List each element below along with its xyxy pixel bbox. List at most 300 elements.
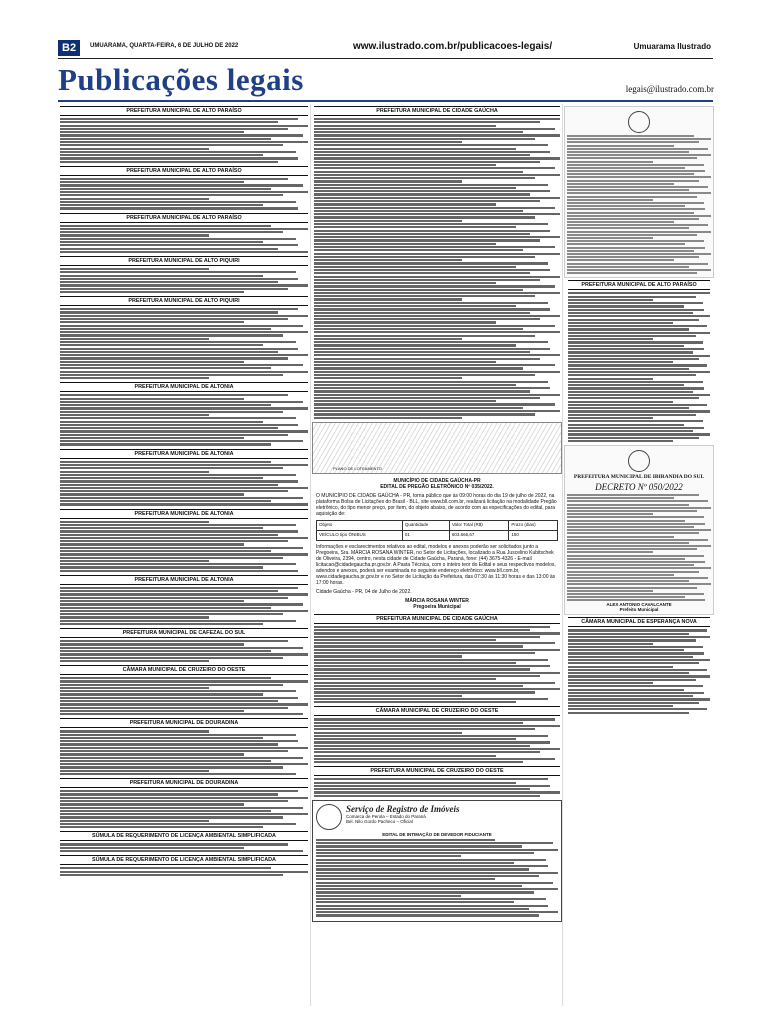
legal-notice: [58, 831, 310, 852]
text-line: [316, 842, 553, 844]
text-line: [568, 296, 696, 298]
text-line: [60, 803, 244, 805]
text-line: [314, 665, 550, 667]
text-line: [60, 713, 303, 715]
notice-title: PREFEITURA MUNICIPAL DE ALTO PARAÍSO: [568, 280, 710, 290]
text-line: [314, 328, 523, 330]
text-line: [316, 911, 558, 913]
text-line: [60, 690, 296, 692]
page-header: [58, 40, 713, 59]
text-line: [567, 240, 704, 242]
text-line: [567, 536, 674, 538]
text-line: [60, 560, 209, 562]
text-line: [316, 888, 558, 890]
text-line: [314, 331, 560, 333]
text-line: [314, 256, 535, 258]
legal-notice: [566, 280, 712, 442]
text-line: [60, 308, 298, 310]
text-line: [568, 312, 693, 314]
decree-municipality: PREFEITURA MUNICIPAL DE IBIRANDIA DO SUL: [573, 474, 705, 481]
text-line: [567, 243, 685, 245]
text-line: [567, 539, 708, 541]
text-line: [60, 138, 271, 140]
text-line: [314, 144, 548, 146]
text-line: [60, 461, 271, 463]
text-line: [60, 311, 278, 313]
text-line: [314, 688, 560, 690]
edital-date: Cidade Gaúcha - PR, 04 de Julho de 2022.: [316, 588, 412, 595]
decree-number: DECRETO Nº 050/2022: [595, 482, 683, 493]
text-line: [60, 188, 271, 190]
text-line: [60, 503, 308, 505]
decree-signatory-role: Prefeito Municipal: [619, 607, 659, 613]
notice-title: CÂMARA MUNICIPAL DE CRUZEIRO DO OESTE: [314, 706, 560, 716]
text-line: [314, 282, 496, 284]
text-line: [314, 171, 523, 173]
text-line: [314, 755, 496, 757]
text-line: [60, 325, 303, 327]
text-line: [568, 685, 703, 687]
text-line: [568, 702, 699, 704]
table-cell: VEÍCULO tipo ÔNIBUS: [317, 530, 403, 540]
text-line: [60, 401, 303, 403]
text-line: [60, 850, 303, 852]
text-line: [314, 407, 523, 409]
text-line: [314, 701, 516, 703]
section-title: Publicações legais: [58, 62, 304, 97]
text-line: [567, 583, 711, 585]
text-line: [314, 220, 462, 222]
text-line: [60, 740, 298, 742]
text-line: [568, 381, 703, 383]
text-line: [60, 414, 209, 416]
text-line: [567, 504, 689, 506]
legal-notice: [58, 213, 310, 253]
text-line: [60, 321, 244, 323]
text-line: [60, 816, 283, 818]
text-line: [316, 895, 461, 897]
text-line: [314, 157, 560, 159]
contact-email[interactable]: legais@ilustrado.com.br: [625, 84, 714, 94]
text-line: [567, 253, 711, 255]
text-line: [60, 231, 283, 233]
text-line: [568, 404, 707, 406]
text-line: [60, 207, 298, 209]
text-line: [316, 905, 548, 907]
text-line: [60, 334, 283, 336]
text-line: [314, 207, 555, 209]
text-line: [314, 728, 535, 730]
text-line: [60, 874, 283, 876]
text-line: [60, 417, 296, 419]
text-line: [314, 672, 560, 674]
text-line: [314, 174, 560, 176]
text-line: [60, 757, 303, 759]
text-line: [568, 368, 689, 370]
text-line: [314, 675, 540, 677]
notice-title: PREFEITURA MUNICIPAL DE DOURADINA: [60, 778, 308, 788]
text-line: [60, 341, 296, 343]
text-line: [567, 161, 653, 163]
text-line: [60, 121, 278, 123]
text-line: [568, 397, 699, 399]
text-line: [60, 743, 278, 745]
text-line: [60, 364, 303, 366]
registry-officer: Bel. Nilo Gordo Pacheco – Oficial: [346, 818, 413, 824]
notice-title: PREFEITURA MUNICIPAL DE ALTO PARAÍSO: [60, 166, 308, 176]
text-line: [567, 154, 711, 156]
text-line: [567, 250, 694, 252]
decree-body: [567, 494, 711, 601]
text-line: [314, 298, 462, 300]
text-line: [316, 865, 548, 867]
text-line: [60, 730, 209, 732]
text-line: [314, 177, 535, 179]
text-line: [314, 305, 516, 307]
notice-title: PREFEITURA MUNICIPAL DE CRUZEIRO DO OESTE: [314, 766, 560, 776]
text-line: [568, 374, 696, 376]
text-line: [60, 590, 278, 592]
text-line: [314, 364, 555, 366]
text-line: [314, 390, 530, 392]
text-line: [314, 791, 560, 793]
notice-title: PREFEITURA MUNICIPAL DE CIDADE GAÚCHA: [314, 614, 560, 624]
text-line: [568, 420, 703, 422]
text-line: [60, 443, 271, 445]
text-line: [567, 587, 697, 589]
text-line: [314, 131, 523, 133]
text-line: [60, 697, 298, 699]
text-line: [567, 170, 705, 172]
text-line: [567, 599, 705, 601]
text-line: [568, 410, 710, 412]
notice-title: PREFEITURA MUNICIPAL DE ALTONIA: [60, 509, 308, 519]
text-line: [60, 620, 296, 622]
text-line: [60, 847, 244, 849]
text-line: [314, 203, 496, 205]
text-line: [314, 384, 516, 386]
text-line: [314, 358, 540, 360]
text-line: [316, 845, 522, 847]
legal-notice: [58, 575, 310, 625]
text-line: [314, 253, 560, 255]
text-line: [568, 705, 673, 707]
text-line: [567, 256, 699, 258]
text-line: [316, 859, 546, 861]
text-line: [314, 410, 560, 412]
notice-title: PREFEITURA MUNICIPAL DE CIDADE GAÚCHA: [314, 106, 560, 116]
text-line: [60, 490, 288, 492]
scanned-document: [564, 106, 714, 278]
text-line: [314, 335, 535, 337]
notice-esperanca-nova: [564, 617, 714, 713]
text-line: [60, 737, 263, 739]
table-header-row: [317, 520, 558, 530]
text-line: [60, 524, 296, 526]
text-line: [568, 692, 704, 694]
legal-notice: [58, 256, 310, 293]
text-line: [60, 201, 296, 203]
text-line: [60, 427, 278, 429]
text-line: [316, 875, 539, 877]
text-line: [60, 328, 271, 330]
text-line: [60, 275, 263, 277]
text-line: [567, 148, 708, 150]
text-line: [316, 839, 495, 841]
text-line: [314, 655, 462, 657]
text-line: [60, 497, 303, 499]
text-line: [567, 151, 689, 153]
text-line: [314, 348, 550, 350]
text-line: [60, 361, 244, 363]
text-line: [60, 657, 283, 659]
edital-intro: O MUNICÍPIO DE CIDADE GAÚCHA - PR, torna público que às 09:00 horas do dia 19 de julho de 2022, na plataforma Bolsa de Licitações do Brasil - BLL, site www.bll.com.br, realizará licitação na modalidade Pregão eletrônico, do tipo menor preço, por item, do objeto abaixo, de acordo com as especificações do edital, para aquisição de:: [316, 492, 557, 517]
text-line: [568, 669, 707, 671]
text-line: [568, 302, 703, 304]
text-line: [567, 272, 697, 274]
legal-notice: [312, 614, 562, 704]
text-line: [314, 138, 535, 140]
text-line: [314, 341, 548, 343]
edital-table: [316, 520, 558, 541]
text-line: [60, 587, 298, 589]
text-line: [60, 537, 308, 539]
text-line: [60, 241, 263, 243]
table-header: Prazo (dias): [509, 520, 558, 530]
text-line: [60, 225, 271, 227]
text-line: [568, 672, 689, 674]
text-line: [567, 551, 653, 553]
text-line: [568, 387, 704, 389]
text-line: [60, 800, 288, 802]
text-line: [314, 782, 516, 784]
text-line: [60, 797, 308, 799]
text-line: [316, 891, 534, 893]
text-line: [60, 281, 278, 283]
text-line: [314, 128, 555, 130]
text-line: [568, 656, 693, 658]
text-line: [568, 430, 693, 432]
legal-notice: [58, 382, 310, 445]
text-line: [60, 871, 308, 873]
text-line: [60, 843, 288, 845]
text-line: [567, 555, 704, 557]
text-line: [567, 237, 653, 239]
text-line: [567, 529, 711, 531]
text-line: [60, 647, 303, 649]
text-line: [568, 292, 710, 294]
ibirandia-decree: [564, 445, 714, 615]
text-line: [567, 596, 685, 598]
text-line: [60, 521, 209, 523]
text-line: [60, 354, 308, 356]
text-line: [567, 157, 697, 159]
text-line: [567, 141, 699, 143]
text-line: [568, 364, 707, 366]
notice-title: SÚMULA DE REQUERIMENTO DE LICENÇA AMBIENTAL SIMPLIFICADA: [60, 831, 308, 841]
text-line: [567, 224, 708, 226]
text-line: [60, 687, 209, 689]
text-line: [567, 164, 704, 166]
text-line: [567, 183, 674, 185]
registry-body: [316, 839, 558, 917]
text-line: [60, 823, 296, 825]
text-line: [567, 510, 697, 512]
text-line: [314, 197, 560, 199]
text-line: [568, 391, 693, 393]
text-line: [316, 849, 558, 851]
text-line: [60, 613, 283, 615]
text-line: [568, 351, 693, 353]
notice-title: PREFEITURA MUNICIPAL DE ALTO PIQUIRI: [60, 256, 308, 266]
notice-title: PREFEITURA MUNICIPAL DE DOURADINA: [60, 718, 308, 728]
text-line: [314, 285, 555, 287]
text-line: [567, 208, 705, 210]
text-line: [567, 259, 674, 261]
notice-title: PREFEITURA MUNICIPAL DE ALTONIA: [60, 449, 308, 459]
text-line: [314, 642, 555, 644]
text-line: [314, 371, 560, 373]
coat-of-arms-icon: [628, 111, 650, 133]
registry-edital-title: EDITAL DE INTIMAÇÃO DE DEVEDOR FIDUCIANTE: [382, 831, 492, 837]
text-line: [60, 660, 209, 662]
text-line: [60, 747, 308, 749]
text-line: [314, 725, 560, 727]
text-line: [568, 659, 710, 661]
notice-title: PREFEITURA MUNICIPAL DE CAFEZAL DO SUL: [60, 628, 308, 638]
text-line: [60, 125, 308, 127]
text-line: [314, 315, 560, 317]
text-line: [60, 271, 296, 273]
newspaper-brand: Umuarama Ilustrado: [633, 42, 711, 51]
text-line: [314, 400, 496, 402]
text-line: [567, 545, 711, 547]
text-line: [567, 571, 699, 573]
text-line: [568, 666, 673, 668]
text-line: [568, 679, 696, 681]
text-line: [314, 312, 530, 314]
text-line: [60, 607, 271, 609]
text-line: [567, 173, 694, 175]
text-line: [314, 417, 462, 419]
text-line: [60, 547, 303, 549]
text-line: [314, 626, 550, 628]
text-line: [567, 513, 653, 515]
text-line: [568, 712, 689, 714]
text-line: [567, 593, 704, 595]
text-line: [314, 403, 555, 405]
text-line: [314, 125, 496, 127]
text-line: [567, 218, 699, 220]
text-line: [60, 600, 244, 602]
text-line: [60, 430, 308, 432]
text-line: [568, 440, 673, 442]
text-line: [314, 682, 555, 684]
text-line: [314, 276, 560, 278]
text-line: [567, 263, 708, 265]
notice-title: PREFEITURA MUNICIPAL DE ALTO PIQUIRI: [60, 296, 308, 306]
column-3: [564, 104, 714, 1006]
decree-signatory: ALEX ANTONIO CAVALCANTE: [606, 602, 672, 608]
text-line: [60, 603, 303, 605]
text-line: [567, 516, 704, 518]
text-line: [314, 216, 535, 218]
text-line: [314, 141, 462, 143]
text-line: [314, 236, 560, 238]
text-line: [60, 753, 244, 755]
text-line: [60, 148, 209, 150]
text-line: [568, 629, 707, 631]
text-line: [60, 128, 288, 130]
text-line: [314, 184, 548, 186]
text-line: [60, 134, 303, 136]
text-line: [314, 210, 523, 212]
text-line: [568, 361, 673, 363]
text-line: [60, 291, 244, 293]
text-line: [314, 226, 516, 228]
text-line: [60, 610, 308, 612]
text-line: [314, 338, 462, 340]
text-line: [568, 338, 653, 340]
text-line: [568, 299, 653, 301]
edital-signatory: MÁRCIA ROSANA WINTER: [405, 597, 469, 604]
text-line: [314, 318, 540, 320]
text-line: [60, 184, 303, 186]
text-line: [60, 616, 209, 618]
text-line: [60, 570, 298, 572]
text-line: [314, 632, 560, 634]
text-line: [60, 700, 278, 702]
column-1: [58, 104, 311, 1006]
text-line: [568, 345, 684, 347]
legal-notice: [58, 665, 310, 715]
table-header: Valor Total (R$): [449, 520, 509, 530]
registry-emblem-icon: [316, 804, 342, 830]
text-line: [60, 474, 296, 476]
text-line: [567, 548, 697, 550]
section-url[interactable]: www.ilustrado.com.br/publicacoes-legais/: [353, 41, 553, 52]
text-line: [314, 121, 540, 123]
notice-title: SÚMULA DE REQUERIMENTO DE LICENÇA AMBIENTAL SIMPLIFICADA: [60, 855, 308, 865]
text-line: [568, 636, 710, 638]
text-line: [568, 649, 684, 651]
text-line: [314, 788, 530, 790]
text-line: [316, 901, 514, 903]
notice-title: CÂMARA MUNICIPAL DE CRUZEIRO DO OESTE: [60, 665, 308, 675]
subdivision-plan-image: [312, 422, 562, 474]
text-line: [314, 636, 540, 638]
text-line: [314, 243, 496, 245]
text-line: [316, 852, 534, 854]
text-line: [314, 685, 523, 687]
text-line: [314, 262, 548, 264]
text-line: [314, 761, 523, 763]
text-line: [314, 344, 516, 346]
text-line: [567, 577, 708, 579]
text-line: [567, 192, 711, 194]
table-cell: 603.666,67: [449, 530, 509, 540]
text-line: [568, 675, 710, 677]
text-line: [60, 437, 244, 439]
text-line: [314, 629, 530, 631]
text-line: [567, 580, 689, 582]
text-line: [60, 248, 278, 250]
text-line: [314, 718, 555, 720]
edital-municipality: MUNICÍPIO DE CIDADE GAÚCHA-PR: [393, 477, 481, 484]
text-line: [314, 272, 530, 274]
text-line: [60, 493, 244, 495]
text-line: [60, 810, 271, 812]
